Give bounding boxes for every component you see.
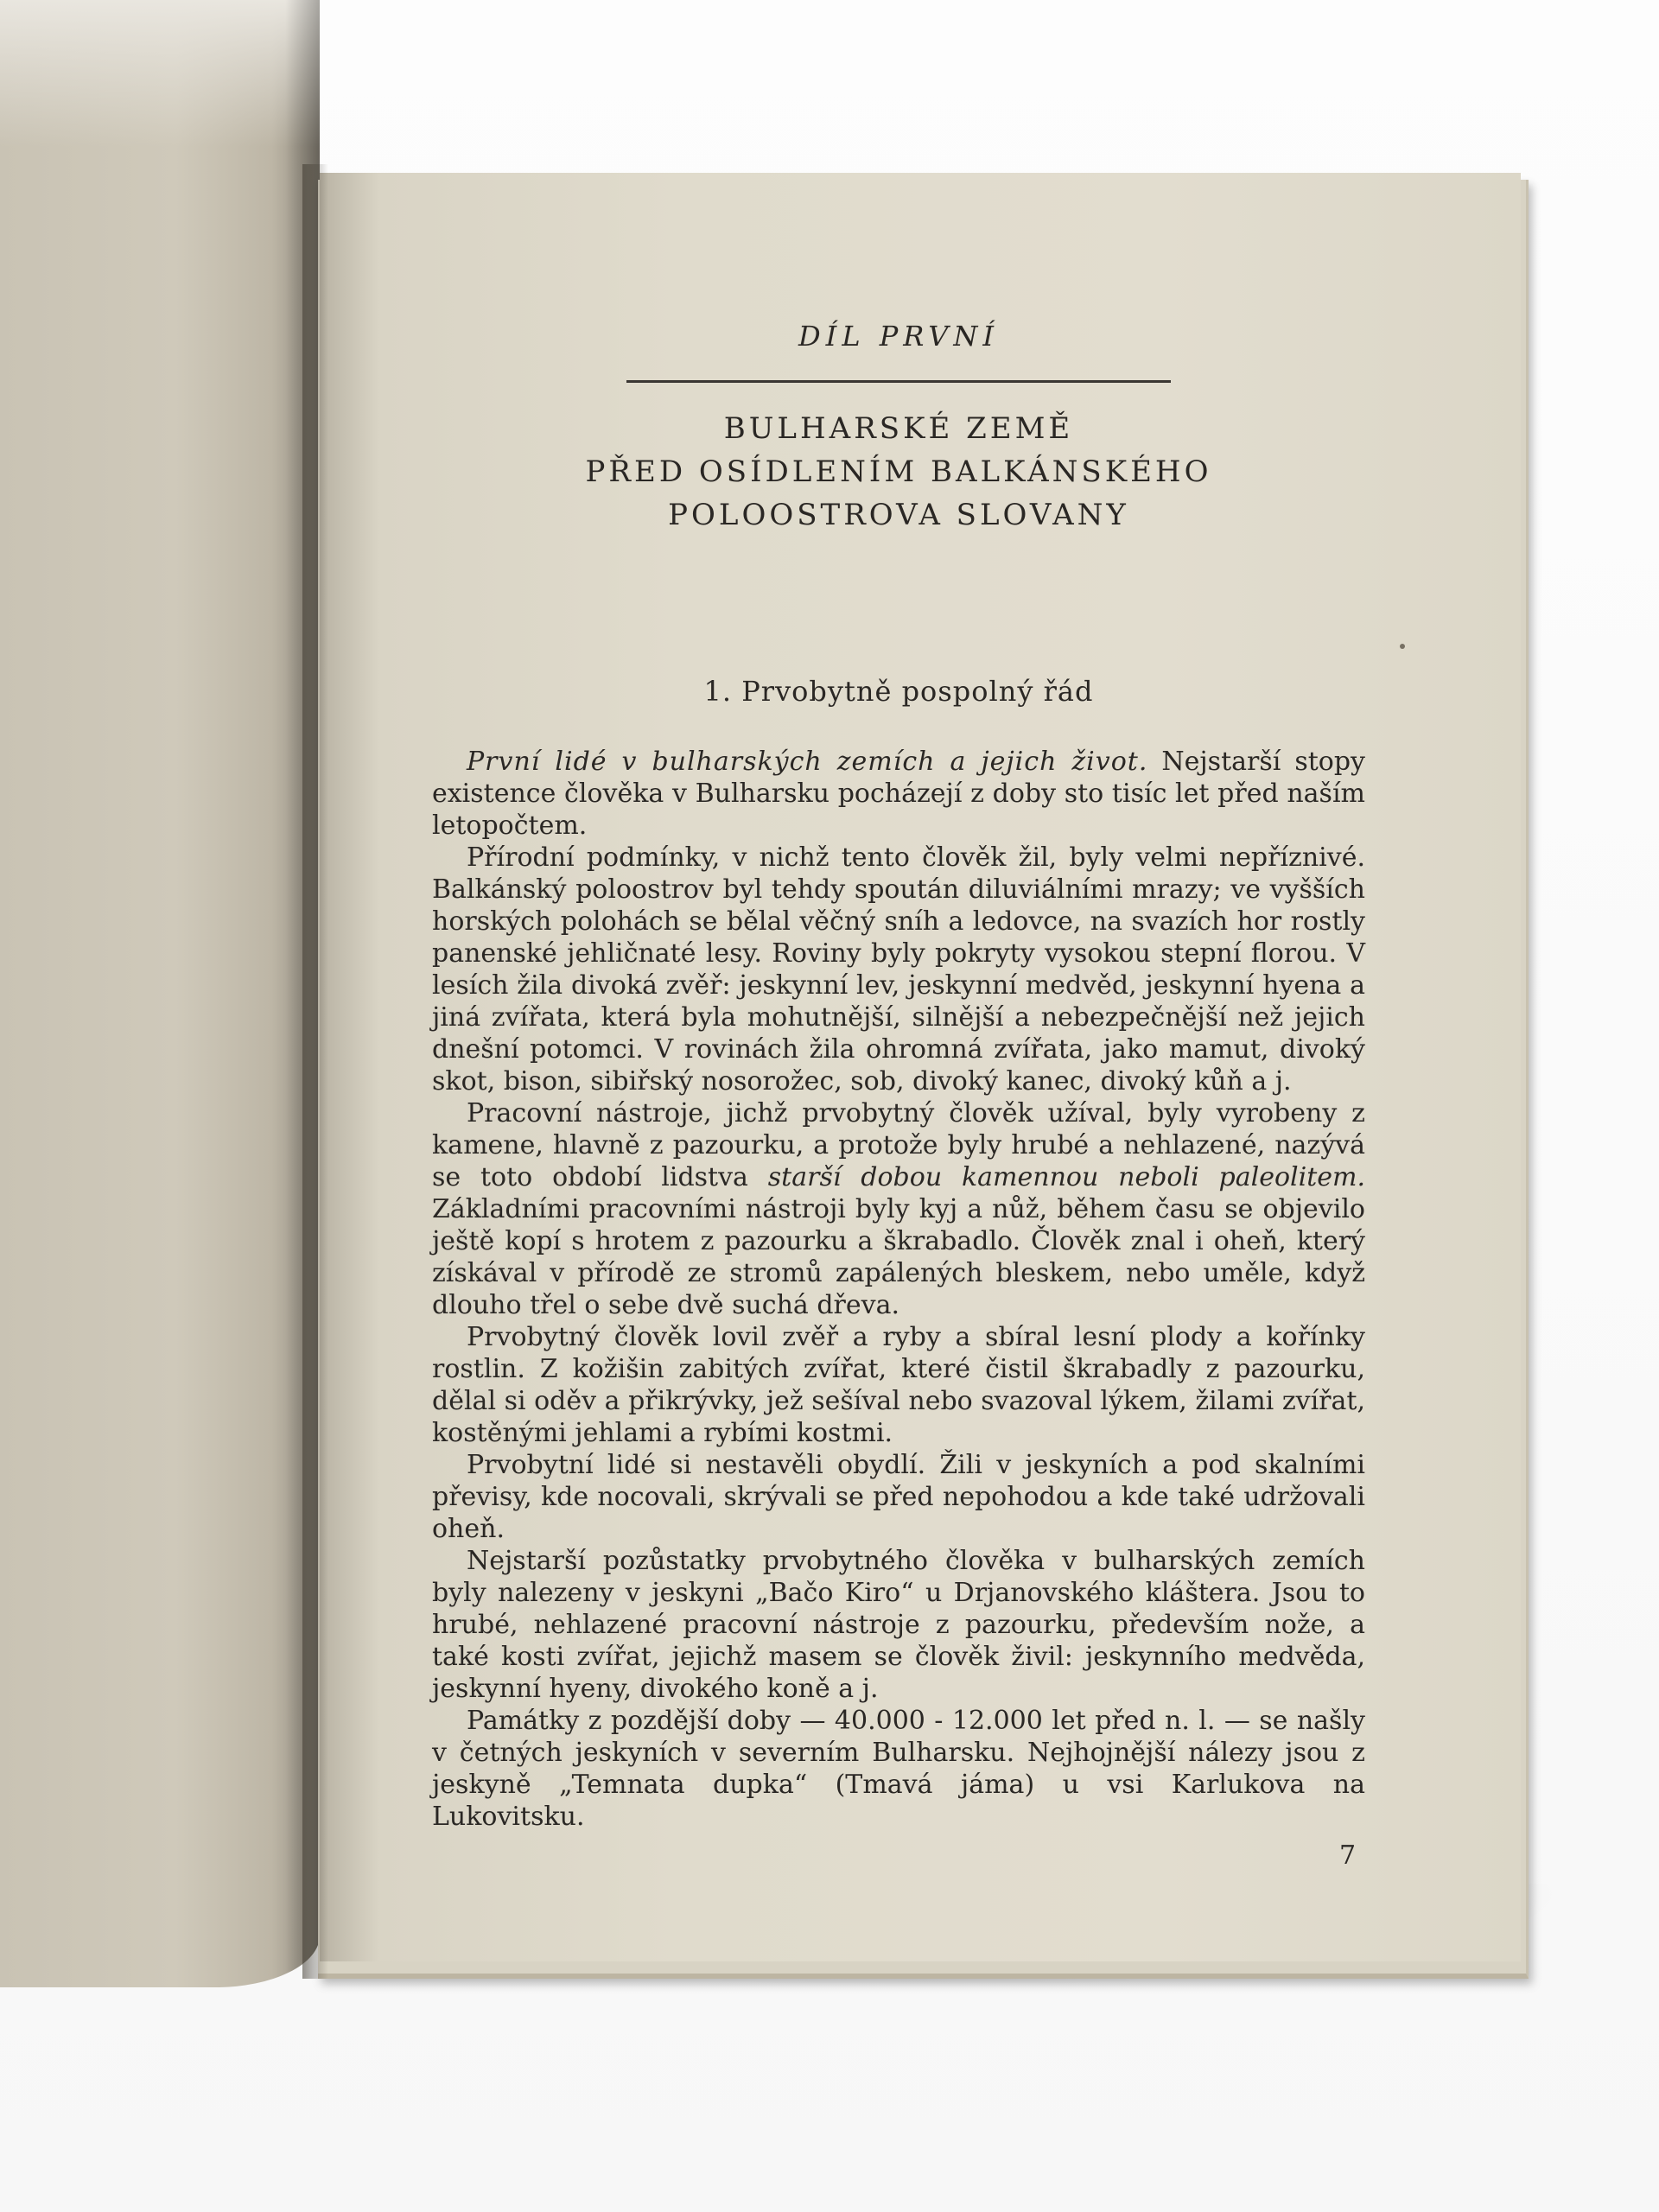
left-page <box>0 0 320 1987</box>
paragraph-6: Nejstarší pozůstatky prvobytného člověka v bulharských zemích byly nalezeny v jeskyni „Bačo Kiro“ u Drjanovského kláštera. Jsou to hrubé, nehlazené pracovní nástroje z pazourku, především nože, a také kosti zvířat, jejichž masem se člověk živil: jeskynního medvěda, jeskynní hyeny, divokého koně a j. <box>432 1546 1365 1704</box>
paragraph-3-text-b: Základními pracovními nástroji byly kyj a nůž, během času se objevilo ještě kopí s hrotem z pazourku a škrabadlo. Člověk znal i oheň, který získával v přírodě ze stromů zapálených bleskem, nebo uměle, když dlouho třel o sebe dvě suchá dřeva. <box>432 1194 1365 1320</box>
section-title: 1. Prvobytně pospolný řád <box>703 675 1094 708</box>
paragraph-2: Přírodní podmínky, v nichž tento člověk žil, byly velmi nepříznivé. Balkánský poloostrov byl tehdy spoután diluviálními mrazy; ve vyšších horských polohách se bělal věčný sníh a ledovce, na svazích hor rostly panenské jehličnaté lesy. Roviny byly pokryty vysokou stepní florou. V lesích žila divoká zvěř: jeskynní lev, jeskynní medvěd, jeskynní hyena a jiná zvířata, která byla mohutnější, silnější a nebezpečnější než jejich dnešní potomci. V rovinách žila ohromná zvířata, jako mamut, divoký skot, bison, sibiřský nosorožec, sob, divoký kanec, divoký kůň a j. <box>432 842 1365 1096</box>
paragraph-3-text-a: Pracovní nástroje, jichž prvobytný člověk užíval, byly vyrobeny z kamene, hlavně z pazourku, a protože byly hrubé a nehlazené, nazývá se toto období lidstva <box>432 1098 1365 1192</box>
chapter-title <box>432 407 1365 537</box>
paragraph-3 <box>432 1097 1365 1321</box>
chapter-title-line-3: POLOOSTROVA SLOVANY <box>668 498 1129 532</box>
paragraph-4: Prvobytný člověk lovil zvěř a ryby a sbíral lesní plody a kořínky rostlin. Z kožišin zabitých zvířat, které čistil škrabadly z pazourku, dělal si oděv a přikrývky, jež sešíval nebo svazoval lýkem, žilami zvířat, kostěnými jehlami a rybími kostmi. <box>432 1322 1365 1448</box>
part-title: DÍL PRVNÍ <box>798 320 999 353</box>
chapter-title-line-2: PŘED OSÍDLENÍM BALKÁNSKÉHO <box>585 454 1212 489</box>
paragraph-1-text: Nejstarší stopy existence člověka v Bulharsku pocházejí z doby sto tisíc let před naším letopočtem. <box>432 747 1365 841</box>
paragraph-7: Památky z pozdější doby — 40.000 - 12.000 let před n. l. — se našly v četných jeskyních v severním Bulharsku. Nejhojnější nálezy jsou z jeskyně „Temnata dupka“ (Tmavá jáma) u vsi Karlukova na Lukovitsku. <box>432 1706 1365 1832</box>
paragraph-3-term: starší dobou kamennou neboli paleolitem. <box>767 1162 1365 1192</box>
paragraph-1 <box>432 746 1365 842</box>
page-text-block <box>432 302 1365 1833</box>
paragraph-lead-in: První lidé v bulharských zemích a jejich život. <box>467 747 1148 777</box>
book-gutter <box>302 164 328 1979</box>
paper-speck <box>1400 644 1405 649</box>
paragraph-5: Prvobytní lidé si nestavěli obydlí. Žili v jeskyních a pod skalními převisy, kde nocovali, skrývali se před nepohodou a kde také udržovali oheň. <box>432 1450 1365 1544</box>
body-text <box>432 746 1365 1833</box>
left-page-highlight <box>0 0 320 147</box>
chapter-title-line-1: BULHARSKÉ ZEMĚ <box>723 411 1074 446</box>
title-divider <box>626 380 1171 383</box>
page-number: 7 <box>1339 1840 1357 1871</box>
